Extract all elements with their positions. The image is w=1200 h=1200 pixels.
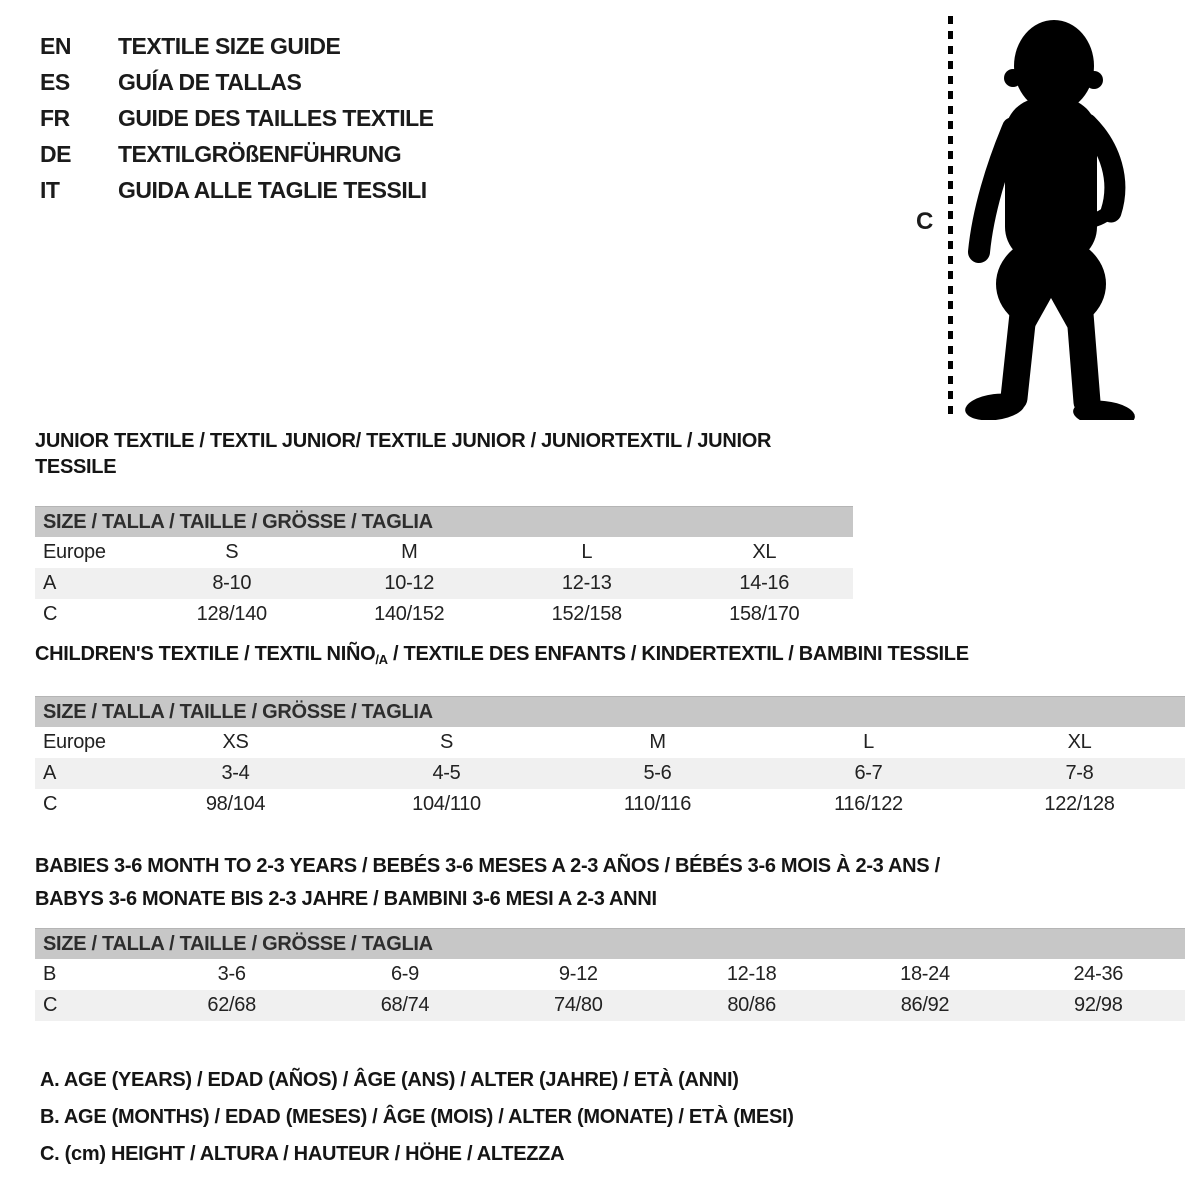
language-code: DE [40,140,71,167]
age-cell: 7-8 [1065,762,1094,784]
size-cell: XL [752,541,777,563]
height-cell: 68/74 [380,994,430,1016]
height-cell: 158/170 [729,603,800,625]
height-cell: 128/140 [196,603,267,625]
language-title-list [40,28,434,208]
height-cell: 116/122 [834,793,903,815]
title-subscript: /A [375,652,388,667]
row-label: Europe [43,731,106,753]
row-label: A [43,572,57,594]
age-cell: 5-6 [643,762,672,784]
size-cell: L [863,731,874,753]
section-title: JUNIOR TEXTILE / TEXTIL JUNIOR/ TEXTILE JUNIOR / JUNIORTEXTIL / JUNIOR TESSILE [35,430,772,478]
age-cell: 4-5 [432,762,461,784]
guide-title-es: GUÍA DE TALLAS [118,68,302,95]
table-row [35,727,1185,758]
size-cell: S [225,541,239,563]
row-label: C [43,793,58,815]
size-cell: M [401,541,418,563]
legend-line-a: A. AGE (YEARS) / EDAD (AÑOS) / ÂGE (ANS) / ALTER (JAHRE) / ETÀ (ANNI) [40,1069,739,1091]
guide-title-de: TEXTILGRÖßENFÜHRUNG [118,140,402,167]
height-cell: 110/116 [623,793,692,815]
language-code: EN [40,32,71,59]
height-cell: 122/128 [1044,793,1115,815]
height-cell: 86/92 [900,994,950,1016]
section-babies-textile [35,850,1185,1021]
age-cell: 12-13 [561,572,612,594]
section-junior-textile [35,428,853,630]
toddler-silhouette-icon [963,16,1138,420]
guide-title-en: TEXTILE SIZE GUIDE [118,32,341,59]
language-row [40,28,434,64]
age-months-cell: 18-24 [900,963,950,985]
row-label: A [43,762,57,784]
guide-title-fr: GUIDE DES TAILLES TEXTILE [118,104,434,131]
legend-line-c: C. (cm) HEIGHT / ALTURA / HAUTEUR / HÖHE / ALTEZZA [40,1143,565,1165]
language-row [40,64,434,100]
section-title [35,850,1185,916]
height-cell: 140/152 [374,603,445,625]
age-months-cell: 3-6 [217,963,246,985]
age-months-cell: 24-36 [1073,963,1124,985]
table-row [35,568,853,599]
table-row [35,758,1185,789]
section-title-line1: BABIES 3-6 MONTH TO 2-3 YEARS / BEBÉS 3-6 MESES A 2-3 AÑOS / BÉBÉS 3-6 MOIS À 2-3 ANS / [35,855,940,877]
code-legend [40,1062,794,1173]
language-row [40,136,434,172]
table-row [35,789,1185,820]
table-row [35,537,853,568]
table-row [35,959,1185,990]
row-label: C [43,994,58,1016]
size-cell: XS [222,731,249,753]
title-part: / TEXTILE DES ENFANTS / KINDERTEXTIL / BAMBINI TESSILE [387,643,969,665]
age-cell: 10-12 [384,572,435,594]
legend-line-b: B. AGE (MONTHS) / EDAD (MESES) / ÂGE (MOIS) / ALTER (MONATE) / ETÀ (MESI) [40,1106,794,1128]
age-cell: 8-10 [212,572,252,594]
table-row [35,599,853,630]
title-part: CHILDREN'S TEXTILE / TEXTIL NIÑO [35,643,376,665]
language-row [40,172,434,208]
height-c-label: C [916,208,933,235]
table-row [35,990,1185,1021]
age-months-cell: 9-12 [558,963,598,985]
language-code: IT [40,176,60,203]
size-header-bar: SIZE / TALLA / TAILLE / GRÖSSE / TAGLIA [35,928,1185,959]
size-cell: M [649,731,666,753]
size-cell: L [581,541,593,563]
age-months-cell: 12-18 [726,963,777,985]
height-cell: 104/110 [412,793,481,815]
language-row [40,100,434,136]
height-measure-figure [900,0,1200,440]
section-title-line2: BABYS 3-6 MONATE BIS 2-3 JAHRE / BAMBINI 3-6 MESI A 2-3 ANNI [35,888,657,910]
age-months-cell: 6-9 [390,963,419,985]
height-cell: 62/68 [207,994,256,1016]
size-cell: S [439,731,454,753]
age-cell: 14-16 [739,572,790,594]
row-label: Europe [43,541,106,563]
height-cell: 152/158 [551,603,622,625]
age-cell: 6-7 [854,762,883,784]
size-header-bar: SIZE / TALLA / TAILLE / GRÖSSE / TAGLIA [35,506,853,537]
row-label: B [43,963,57,985]
section-title [35,641,1185,673]
height-cell: 74/80 [554,994,603,1016]
height-dotted-line [948,16,953,416]
size-cell: XL [1067,731,1092,753]
size-header-bar: SIZE / TALLA / TAILLE / GRÖSSE / TAGLIA [35,696,1185,727]
height-cell: 92/98 [1074,994,1123,1016]
age-cell: 3-4 [221,762,250,784]
row-label: C [43,603,58,625]
guide-title-it: GUIDA ALLE TAGLIE TESSILI [118,176,427,203]
section-childrens-textile [35,641,1185,820]
language-code: FR [40,104,70,131]
height-cell: 80/86 [727,994,776,1016]
language-code: ES [40,68,70,95]
height-cell: 98/104 [205,793,266,815]
